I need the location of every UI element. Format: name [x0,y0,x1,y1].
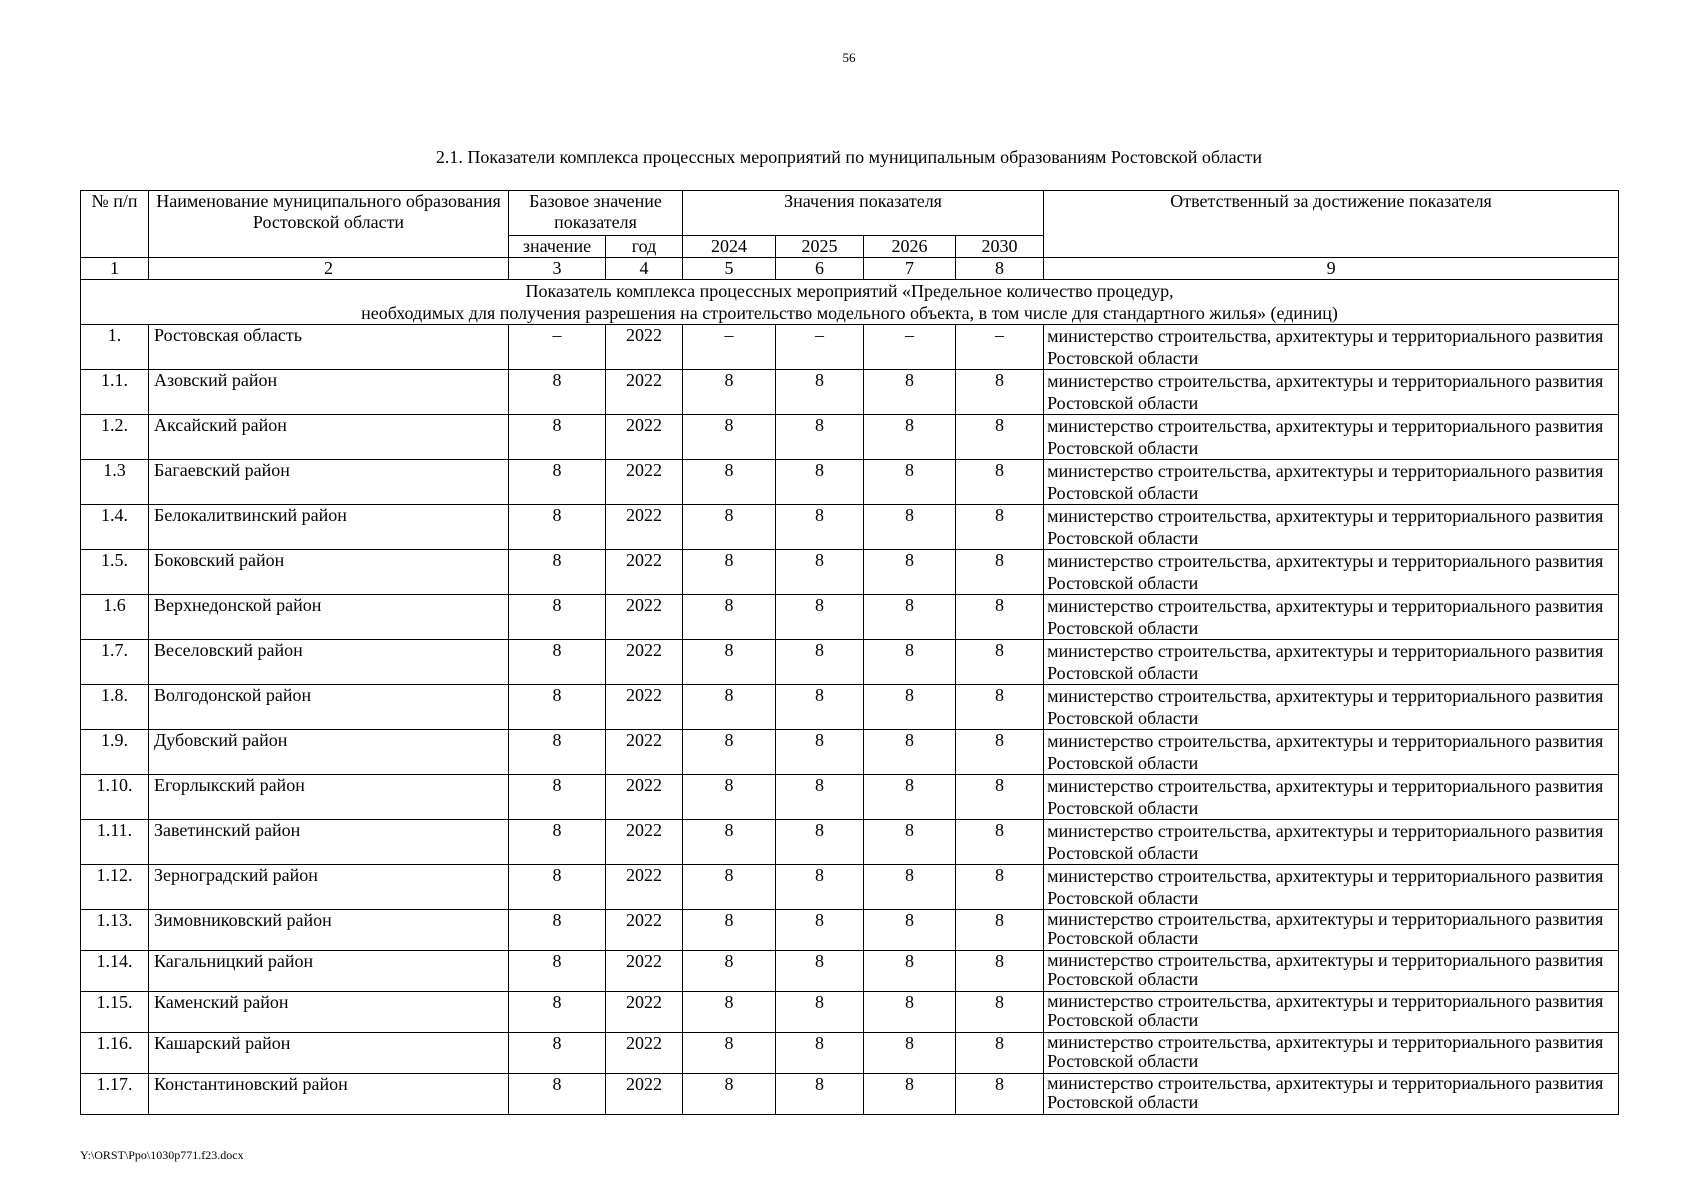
table-title: 2.1. Показатели комплекса процессных мероприятий по муниципальным образованиям Ростовской области [435,147,1263,167]
column-number: 7 [864,258,956,280]
value-2026: 8 [864,415,956,460]
base-year: 2022 [606,951,683,992]
value-2026: 8 [864,951,956,992]
municipality-name: Каменский район [149,992,509,1033]
value-2024: 8 [683,595,776,640]
table-row [81,370,1619,415]
header-2024: 2024 [683,236,776,258]
row-number: 1.12. [81,865,149,910]
value-2025: 8 [776,460,864,505]
responsible: министерство строительства, архитектуры и территориального развития Ростовской области [1044,992,1619,1033]
table-row [81,1074,1619,1115]
value-2026: 8 [864,730,956,775]
municipality-name: Зимовниковский район [149,910,509,951]
value-2025: 8 [776,550,864,595]
value-2024: 8 [683,460,776,505]
base-value: 8 [509,951,606,992]
value-2025: 8 [776,730,864,775]
row-number: 1.5. [81,550,149,595]
header-responsible: Ответственный за достижение показателя [1044,191,1619,258]
responsible: министерство строительства, архитектуры и территориального развития Ростовской области [1044,1074,1619,1115]
value-2030: 8 [956,460,1044,505]
row-number: 1.14. [81,951,149,992]
value-2026: 8 [864,460,956,505]
base-year: 2022 [606,460,683,505]
row-number: 1.17. [81,1074,149,1115]
value-2024: 8 [683,951,776,992]
responsible: министерство строительства, архитектуры и территориального развития Ростовской области [1044,595,1619,640]
value-2024: 8 [683,1033,776,1074]
row-number: 1.16. [81,1033,149,1074]
municipality-name: Константиновский район [149,1074,509,1115]
header-name: Наименование муниципального образования Ростовской области [149,191,509,258]
table-row [81,325,1619,370]
row-number: 1.10. [81,775,149,820]
responsible: министерство строительства, архитектуры и территориального развития Ростовской области [1044,1033,1619,1074]
municipality-name: Белокалитвинский район [149,505,509,550]
table-row [81,775,1619,820]
value-2026: 8 [864,1074,956,1115]
value-2025: 8 [776,865,864,910]
municipality-name: Волгодонской район [149,685,509,730]
table-row [81,505,1619,550]
column-number: 8 [956,258,1044,280]
row-number: 1.8. [81,685,149,730]
value-2025: 8 [776,505,864,550]
base-value: 8 [509,865,606,910]
table-row [81,951,1619,992]
row-number: 1.3 [81,460,149,505]
table-row [81,910,1619,951]
value-2026: 8 [864,1033,956,1074]
value-2024: 8 [683,820,776,865]
column-number: 6 [776,258,864,280]
municipality-name: Кагальницкий район [149,951,509,992]
municipality-name: Багаевский район [149,460,509,505]
value-2030: 8 [956,550,1044,595]
section-title-line2: необходимых для получения разрешения на строительство модельного объекта, в том числе для стандартного жилья» (единиц) [361,303,1338,323]
base-year: 2022 [606,820,683,865]
header-base: Базовое значение показателя [509,191,683,236]
section-row [81,280,1619,325]
value-2024: 8 [683,640,776,685]
value-2025: 8 [776,775,864,820]
base-year: 2022 [606,1033,683,1074]
base-year: 2022 [606,505,683,550]
responsible: министерство строительства, архитектуры и территориального развития Ростовской области [1044,685,1619,730]
value-2024: 8 [683,865,776,910]
base-year: 2022 [606,325,683,370]
row-number: 1.13. [81,910,149,951]
base-value: 8 [509,820,606,865]
header-2025: 2025 [776,236,864,258]
base-year: 2022 [606,865,683,910]
column-number: 2 [149,258,509,280]
value-2030: 8 [956,640,1044,685]
row-number: 1.7. [81,640,149,685]
value-2025: – [776,325,864,370]
value-2024: 8 [683,1074,776,1115]
row-number: 1. [81,325,149,370]
table-row [81,1033,1619,1074]
value-2024: 8 [683,550,776,595]
municipality-name: Веселовский район [149,640,509,685]
page-number: 56 [842,50,856,65]
value-2030: 8 [956,370,1044,415]
responsible: министерство строительства, архитектуры и территориального развития Ростовской области [1044,820,1619,865]
value-2026: 8 [864,640,956,685]
header-num: № п/п [81,191,149,258]
base-year: 2022 [606,992,683,1033]
value-2024: 8 [683,685,776,730]
base-value: 8 [509,370,606,415]
base-value: 8 [509,550,606,595]
table-row [81,415,1619,460]
value-2025: 8 [776,415,864,460]
base-year: 2022 [606,910,683,951]
value-2024: 8 [683,992,776,1033]
value-2030: 8 [956,1074,1044,1115]
row-number: 1.15. [81,992,149,1033]
base-year: 2022 [606,595,683,640]
value-2025: 8 [776,951,864,992]
base-year: 2022 [606,550,683,595]
responsible: министерство строительства, архитектуры и территориального развития Ростовской области [1044,910,1619,951]
value-2030: 8 [956,992,1044,1033]
row-number: 1.11. [81,820,149,865]
base-value: – [509,325,606,370]
responsible: министерство строительства, архитектуры и территориального развития Ростовской области [1044,951,1619,992]
column-number: 3 [509,258,606,280]
header-base-value: значение [509,236,606,258]
value-2024: 8 [683,775,776,820]
municipality-name: Азовский район [149,370,509,415]
base-value: 8 [509,640,606,685]
municipality-name: Верхнедонской район [149,595,509,640]
column-numbers-row [81,258,1619,280]
base-value: 8 [509,910,606,951]
value-2025: 8 [776,820,864,865]
value-2026: 8 [864,595,956,640]
row-number: 1.1. [81,370,149,415]
value-2024: – [683,325,776,370]
table-row [81,640,1619,685]
responsible: министерство строительства, архитектуры и территориального развития Ростовской области [1044,370,1619,415]
row-number: 1.2. [81,415,149,460]
value-2026: 8 [864,992,956,1033]
base-value: 8 [509,460,606,505]
municipality-name: Аксайский район [149,415,509,460]
value-2026: 8 [864,505,956,550]
base-year: 2022 [606,415,683,460]
value-2030: 8 [956,415,1044,460]
base-value: 8 [509,775,606,820]
base-value: 8 [509,1033,606,1074]
table-row [81,730,1619,775]
value-2025: 8 [776,595,864,640]
base-year: 2022 [606,640,683,685]
base-value: 8 [509,595,606,640]
value-2025: 8 [776,685,864,730]
indicators-table [80,190,1619,1115]
value-2025: 8 [776,640,864,685]
value-2030: 8 [956,865,1044,910]
section-title-line1: Показатель комплекса процессных мероприятий «Предельное количество процедур, [525,281,1174,301]
base-value: 8 [509,415,606,460]
row-number: 1.9. [81,730,149,775]
value-2024: 8 [683,730,776,775]
value-2030: 8 [956,730,1044,775]
municipality-name: Зерноградский район [149,865,509,910]
header-values: Значения показателя [683,191,1044,236]
base-value: 8 [509,685,606,730]
table-row [81,460,1619,505]
value-2026: 8 [864,910,956,951]
table-row [81,685,1619,730]
table-row [81,992,1619,1033]
header-2030: 2030 [956,236,1044,258]
table-row [81,865,1619,910]
column-number: 4 [606,258,683,280]
base-year: 2022 [606,730,683,775]
value-2030: 8 [956,685,1044,730]
value-2026: 8 [864,820,956,865]
value-2030: 8 [956,775,1044,820]
responsible: министерство строительства, архитектуры и территориального развития Ростовской области [1044,775,1619,820]
base-value: 8 [509,1074,606,1115]
value-2025: 8 [776,370,864,415]
responsible: министерство строительства, архитектуры и территориального развития Ростовской области [1044,415,1619,460]
value-2030: 8 [956,910,1044,951]
base-year: 2022 [606,775,683,820]
column-number: 5 [683,258,776,280]
responsible: министерство строительства, архитектуры и территориального развития Ростовской области [1044,640,1619,685]
column-number: 1 [81,258,149,280]
value-2026: 8 [864,370,956,415]
value-2026: 8 [864,775,956,820]
value-2024: 8 [683,505,776,550]
value-2026: 8 [864,550,956,595]
value-2030: 8 [956,820,1044,865]
responsible: министерство строительства, архитектуры и территориального развития Ростовской области [1044,460,1619,505]
responsible: министерство строительства, архитектуры и территориального развития Ростовской области [1044,505,1619,550]
municipality-name: Кашарский район [149,1033,509,1074]
row-number: 1.6 [81,595,149,640]
row-number: 1.4. [81,505,149,550]
table-row [81,550,1619,595]
value-2025: 8 [776,1074,864,1115]
value-2026: 8 [864,865,956,910]
municipality-name: Егорлыкский район [149,775,509,820]
value-2024: 8 [683,370,776,415]
value-2030: 8 [956,951,1044,992]
value-2026: 8 [864,685,956,730]
responsible: министерство строительства, архитектуры и территориального развития Ростовской области [1044,550,1619,595]
value-2024: 8 [683,415,776,460]
table-row [81,820,1619,865]
municipality-name: Ростовская область [149,325,509,370]
table-row [81,595,1619,640]
municipality-name: Боковский район [149,550,509,595]
column-number: 9 [1044,258,1619,280]
responsible: министерство строительства, архитектуры и территориального развития Ростовской области [1044,730,1619,775]
responsible: министерство строительства, архитектуры и территориального развития Ростовской области [1044,865,1619,910]
base-value: 8 [509,730,606,775]
value-2025: 8 [776,1033,864,1074]
section-title [81,280,1619,325]
municipality-name: Заветинский район [149,820,509,865]
value-2030: – [956,325,1044,370]
base-value: 8 [509,992,606,1033]
header-base-year: год [606,236,683,258]
value-2030: 8 [956,595,1044,640]
value-2025: 8 [776,910,864,951]
header-2026: 2026 [864,236,956,258]
municipality-name: Дубовский район [149,730,509,775]
value-2030: 8 [956,1033,1044,1074]
responsible: министерство строительства, архитектуры и территориального развития Ростовской области [1044,325,1619,370]
value-2030: 8 [956,505,1044,550]
value-2024: 8 [683,910,776,951]
base-year: 2022 [606,685,683,730]
file-path-footer: Y:\ORST\Ppo\1030p771.f23.docx [80,1148,244,1162]
base-year: 2022 [606,1074,683,1115]
value-2025: 8 [776,992,864,1033]
base-year: 2022 [606,370,683,415]
value-2026: – [864,325,956,370]
base-value: 8 [509,505,606,550]
